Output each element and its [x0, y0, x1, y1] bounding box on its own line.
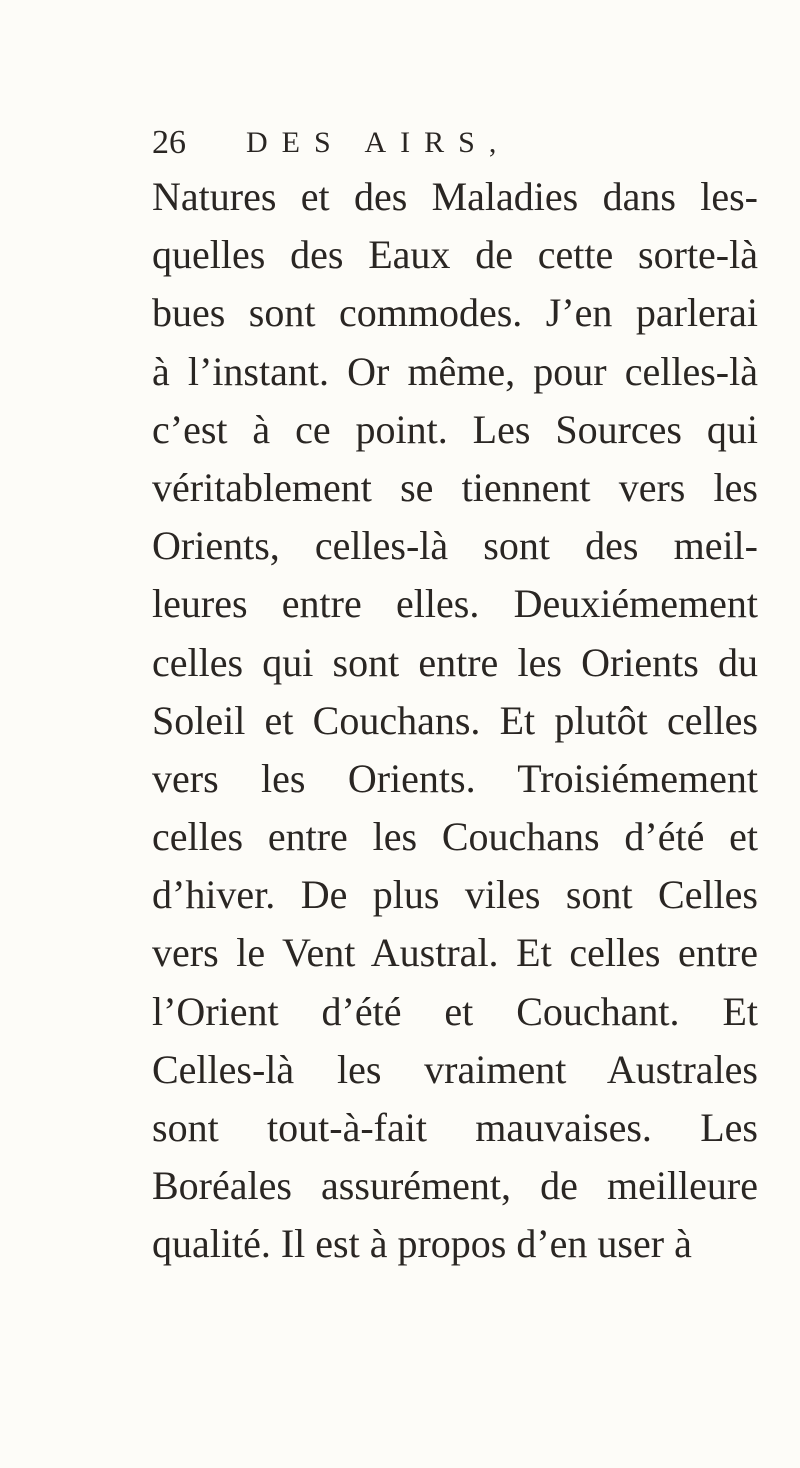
text-line: véritablement se tiennent vers les: [152, 464, 758, 510]
text-line: celles qui sont entre les Orients du: [152, 639, 758, 685]
text-line: quelles des Eaux de cette sorte-là: [152, 232, 758, 278]
running-head: [152, 118, 712, 168]
text-line: bues sont commodes. J’en parlerai: [152, 290, 758, 336]
body-text: [152, 168, 758, 1274]
text-line: leures entre elles. Deuxiémement: [152, 581, 758, 627]
running-title: DES AIRS,: [246, 126, 511, 159]
text-line: celles entre les Couchans d’été et: [152, 814, 758, 860]
text-line: vers les Orients. Troisiémement: [152, 755, 758, 801]
text-line: l’Orient d’été et Couchant. Et: [152, 988, 758, 1034]
text-line: Orients, celles-là sont des meil-: [152, 523, 758, 569]
text-line: vers le Vent Austral. Et celles entre: [152, 930, 758, 976]
text-line: à l’instant. Or même, pour celles-là: [152, 348, 758, 394]
text-line: Natures et des Maladies dans les-: [152, 174, 758, 219]
text-line: Soleil et Couchans. Et plutôt celles: [152, 697, 758, 743]
text-line: Celles-là les vraiment Australes: [152, 1046, 758, 1092]
page-number: 26: [152, 124, 186, 161]
text-line: qualité. Il est à propos d’en user à: [152, 1221, 692, 1267]
text-line: Boréales assurément, de meilleure: [152, 1163, 758, 1209]
text-line: d’hiver. De plus viles sont Celles: [152, 872, 758, 918]
text-line: sont tout-à-fait mauvaises. Les: [152, 1105, 758, 1150]
text-line: c’est à ce point. Les Sources qui: [152, 406, 758, 452]
